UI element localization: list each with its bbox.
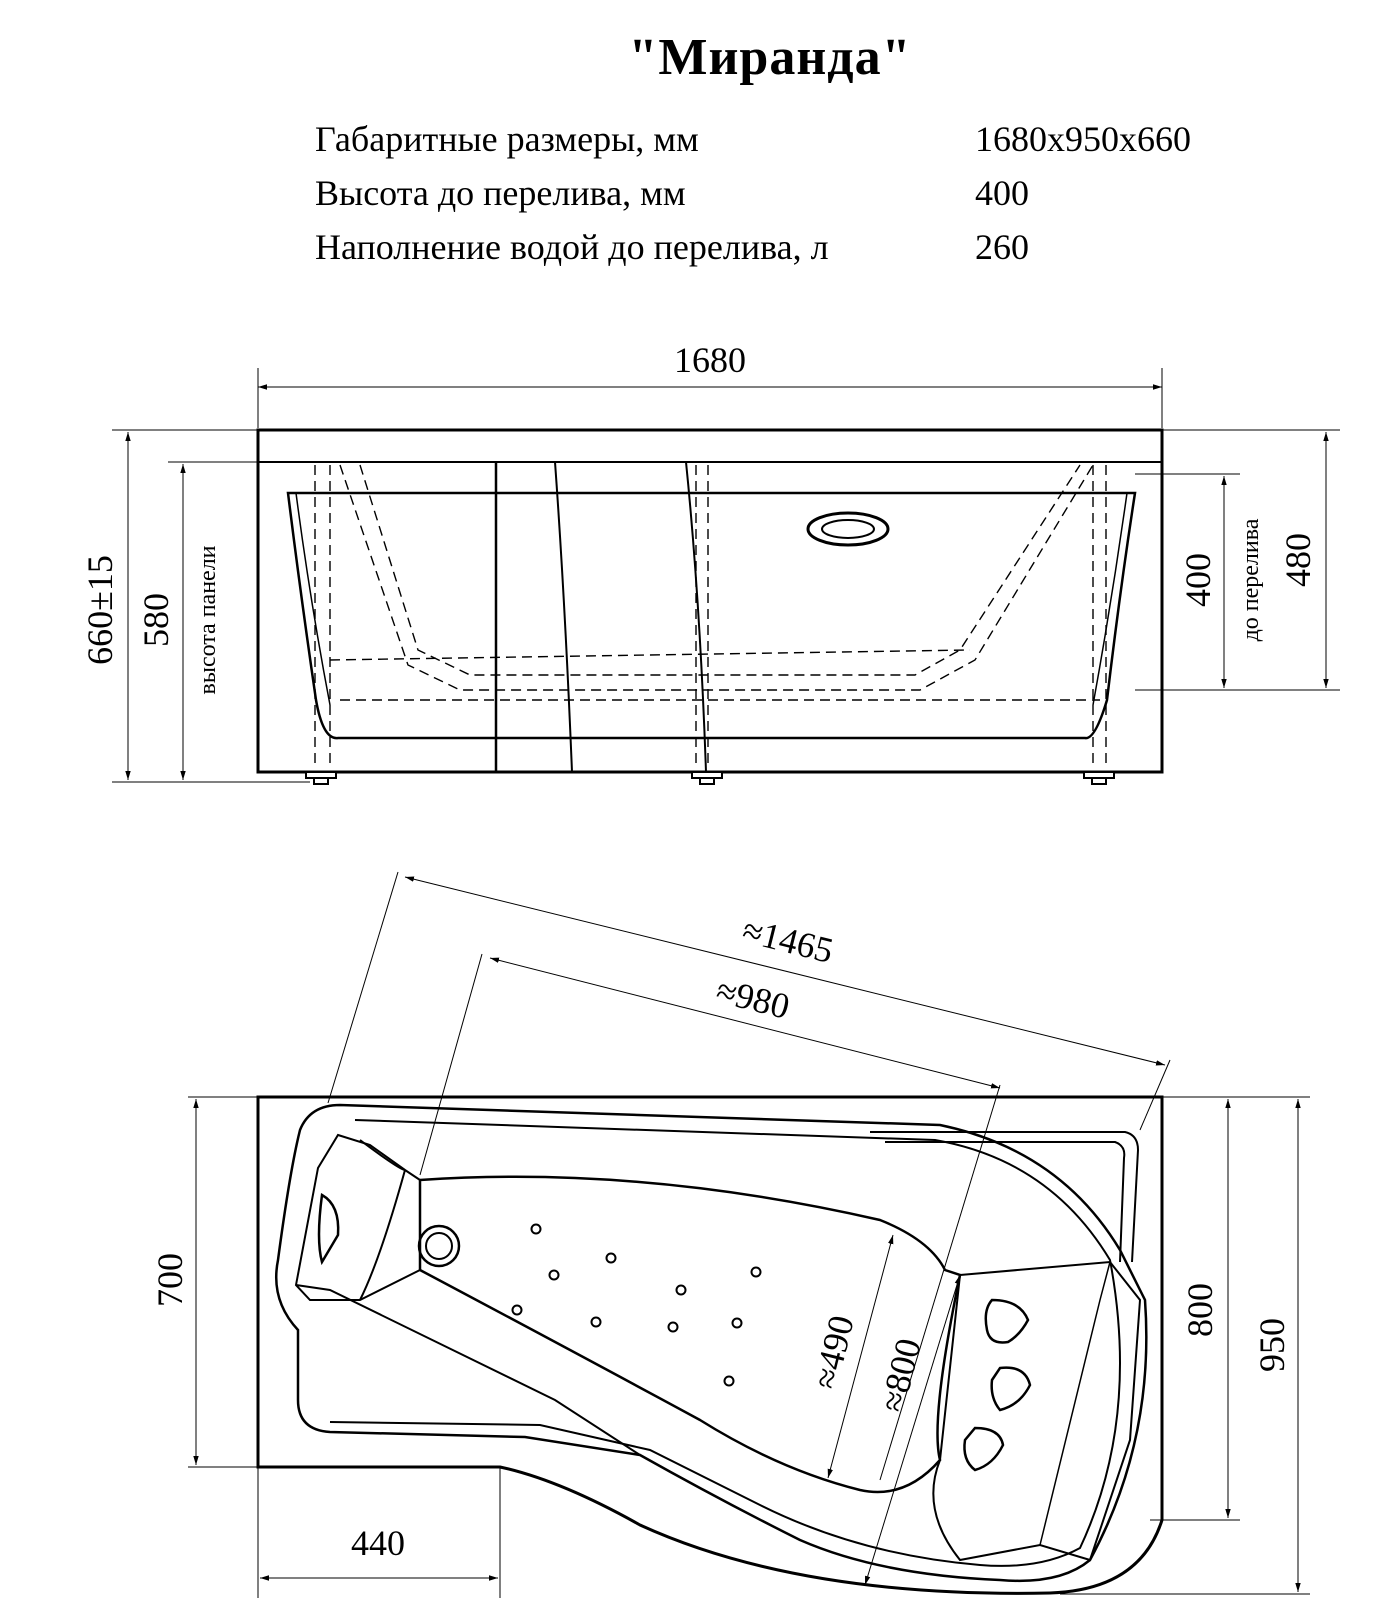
bath-top-outline — [258, 1097, 1162, 1593]
spec-value-water-volume: 260 — [975, 227, 1029, 267]
spec-value-dimensions: 1680х950х660 — [975, 119, 1191, 159]
right-depth-label: 800 — [1180, 1283, 1220, 1337]
bath-feet — [306, 772, 1114, 784]
left-offset-label: 440 — [351, 1523, 405, 1563]
overflow-height-value: 400 — [1178, 553, 1218, 607]
width-dimension-label: 1680 — [674, 340, 746, 380]
handle — [319, 1195, 338, 1262]
inner-width-wide-label: ≈800 — [872, 1334, 929, 1416]
hydro-jets — [513, 1225, 761, 1386]
panel-height-value: 580 — [136, 593, 176, 647]
spec-value-overflow-height: 400 — [975, 173, 1029, 213]
overflow-drain — [808, 513, 888, 545]
diag-outer-label: ≈1465 — [738, 909, 838, 971]
left-depth-label: 700 — [150, 1253, 190, 1307]
spec-label-dimensions: Габаритные размеры, мм — [315, 119, 699, 159]
spec-label-overflow-height: Высота до перелива, мм — [315, 173, 686, 213]
diag-inner-label: ≈980 — [712, 970, 794, 1027]
bath-panel-outline — [288, 493, 1135, 738]
panel-height-caption: высота панели — [195, 545, 221, 695]
product-title: "Миранда" — [628, 29, 912, 86]
rim-height-label: 480 — [1278, 533, 1318, 587]
bath-front-outline — [258, 430, 1162, 772]
top-view — [150, 872, 1310, 1598]
front-view — [80, 340, 1340, 784]
overflow-height-caption: до перелива — [1238, 518, 1264, 642]
back-jets — [964, 1300, 1030, 1470]
bath-bowl-outline — [276, 1105, 1146, 1581]
spec-label-water-volume: Наполнение водой до перелива, л — [315, 227, 829, 267]
inner-width-narrow-label: ≈490 — [805, 1311, 862, 1393]
total-height-label: 660±15 — [80, 555, 120, 665]
total-depth-label: 950 — [1252, 1318, 1292, 1372]
